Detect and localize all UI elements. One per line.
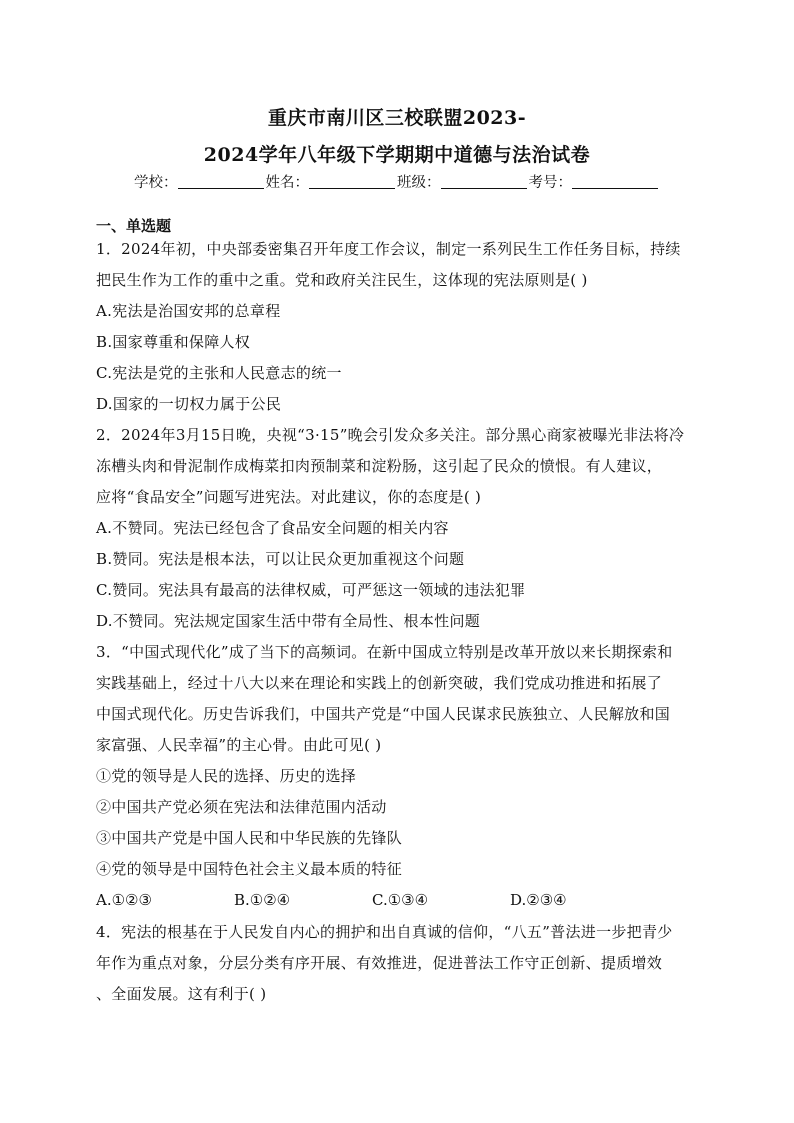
question-3-choice-a: A.①②③ [96, 891, 152, 909]
student-info-row [0, 171, 794, 192]
question-3-item-3: ③中国共产党是中国人民和中华民族的先锋队 [96, 829, 403, 847]
question-3-line: 中国式现代化。历史告诉我们，中国共产党是“中国人民谋求民族独立、人民解放和国 [96, 705, 671, 723]
question-2-option-c: C.赞同。宪法具有最高的法律权威，可严惩这一领域的违法犯罪 [96, 581, 526, 599]
question-4-line: 4．宪法的根基在于人民发自内心的拥护和出自真诚的信仰，“八五”普法进一步把青少 [96, 923, 673, 941]
exam-title-line2: 2024学年八年级下学期期中道德与法治试卷 [203, 144, 591, 166]
exam-number-blank[interactable] [572, 174, 658, 189]
school-label: 学校： [134, 175, 178, 191]
question-1-line: 把民生作为工作的重中之重。党和政府关注民生，这体现的宪法原则是( ) [96, 271, 588, 289]
question-3-item-1: ①党的领导是人民的选择、历史的选择 [96, 767, 357, 785]
question-3-line: 3．“中国式现代化”成了当下的高频词。在新中国成立特别是改革开放以来长期探索和 [96, 643, 673, 661]
question-3-line: 家富强、人民幸福”的主心骨。由此可见( ) [96, 736, 382, 754]
question-1-option-a: A.宪法是治国安邦的总章程 [96, 302, 281, 320]
question-1-option-c: C.宪法是党的主张和人民意志的统一 [96, 364, 342, 382]
question-2-option-d: D.不赞同。宪法规定国家生活中带有全局性、根本性问题 [96, 612, 481, 630]
name-blank[interactable] [309, 174, 395, 189]
exam-title-line1: 重庆市南川区三校联盟2023- [267, 107, 527, 129]
question-2-option-b: B.赞同。宪法是根本法，可以让民众更加重视这个问题 [96, 550, 465, 568]
school-blank[interactable] [178, 174, 264, 189]
question-3-choice-c: C.①③④ [372, 891, 429, 909]
question-4-line: 、全面发展。这有利于( ) [96, 985, 267, 1003]
question-3-line: 实践基础上，经过十八大以来在理论和实践上的创新突破，我们党成功推进和拓展了 [96, 674, 663, 692]
class-blank[interactable] [441, 174, 527, 189]
class-label: 班级： [397, 175, 441, 191]
question-2-line: 2．2024年3月15日晚，央视“3·15”晚会引发众多关注。部分黑心商家被曝光非法将冷 [96, 426, 685, 444]
question-4-line: 年作为重点对象，分层分类有序开展、有效推进，促进普法工作守正创新、提质增效 [96, 954, 663, 972]
section-title: 一、单选题 [96, 217, 172, 235]
question-3-choices [96, 891, 648, 909]
question-3-item-4: ④党的领导是中国特色社会主义最本质的特征 [96, 860, 403, 878]
question-1-line: 1．2024年初，中央部委密集召开年度工作会议，制定一系列民生工作任务目标，持续 [96, 240, 681, 258]
question-3-choice-d: D.②③④ [510, 891, 567, 909]
question-1-option-b: B.国家尊重和保障人权 [96, 333, 251, 351]
question-2-line: 应将“食品安全”问题写进宪法。对此建议，你的态度是( ) [96, 488, 482, 506]
name-label: 姓名： [265, 175, 309, 191]
question-2-line: 冻槽头肉和骨泥制作成梅菜扣肉预制菜和淀粉肠，这引起了民众的愤恨。有人建议， [96, 457, 663, 475]
question-1-option-d: D.国家的一切权力属于公民 [96, 395, 282, 413]
question-3-choice-b: B.①②④ [234, 891, 291, 909]
exam-number-label: 考号： [528, 175, 572, 191]
question-3-item-2: ②中国共产党必须在宪法和法律范围内活动 [96, 798, 387, 816]
question-2-option-a: A.不赞同。宪法已经包含了食品安全问题的相关内容 [96, 519, 449, 537]
